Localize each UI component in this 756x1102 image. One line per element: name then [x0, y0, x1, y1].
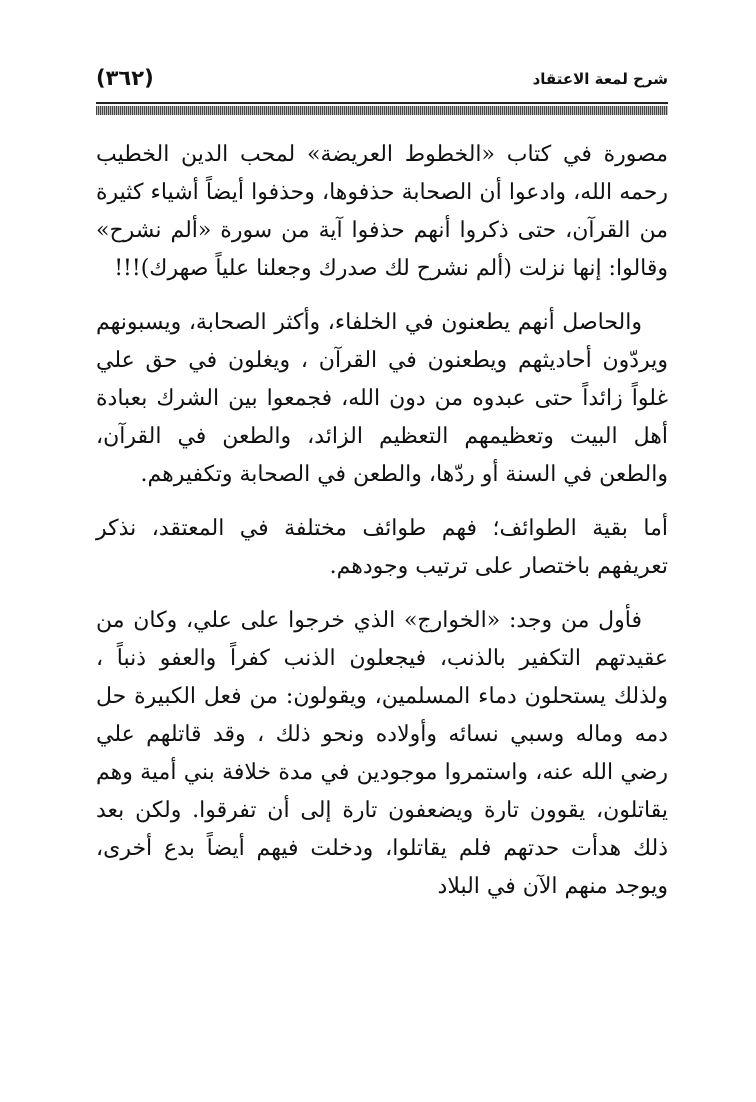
page-number: (٣٦٢) — [96, 66, 154, 90]
paragraph-2: والحاصل أنهم يطعنون في الخلفاء، وأكثر الصحابة، ويسبونهم ويردّون أحاديثهم ويطعنون في القرآن ، ويغلون في حق علي غلواً زائداً حتى عبدوه من دون الله، فجمعوا بين الشرك بعبادة أهل البيت وتعظيمهم التعظيم الزائد، والطعن في القرآن، والطعن في السنة أو ردّها، والطعن في الصحابة وتكفيرهم. — [96, 310, 668, 487]
paragraph-4: فأول من وجد: «الخوارج» الذي خرجوا على علي، وكان من عقيدتهم التكفير بالذنب، فيجعلون الذنب كفراً والعفو ذنباً ، ولذلك يستحلون دماء المسلمين، ويقولون: من فعل الكبيرة حل دمه وماله وسبي نسائه وأولاده ونحو ذلك ، وقد قاتلهم علي رضي الله عنه، واستمروا موجودين في مدة خلافة بني أمية وهم يقاتلون، يقوون تارة ويضعفون تارة إلى أن تفرقوا. ولكن بعد ذلك هدأت حدتهم فلم يقاتلوا، ودخلت فيهم أيضاً بدع أخرى، ويوجد منهم الآن في البلاد — [96, 608, 668, 899]
paragraph-3: أما بقية الطوائف؛ فهم طوائف مختلفة في المعتقد، نذكر تعريفهم باختصار على ترتيب وجودهم. — [96, 516, 668, 579]
header-title: شرح لمعة الاعتقاد — [532, 70, 668, 88]
running-header — [96, 66, 668, 100]
header-ornament-rule — [96, 106, 668, 115]
header-rule — [96, 102, 668, 104]
body-text — [96, 136, 668, 922]
paragraph-1: مصورة في كتاب «الخطوط العريضة» لمحب الدين الخطيب رحمه الله، وادعوا أن الصحابة حذفوها، وحذفوا أيضاً أشياء كثيرة من القرآن، حتى ذكروا أنهم حذفوا آية من سورة «ألم نشرح» وقالوا: إنها نزلت (ألم نشرح لك صدرك وجعلنا علياً صهرك)!!! — [96, 142, 668, 281]
